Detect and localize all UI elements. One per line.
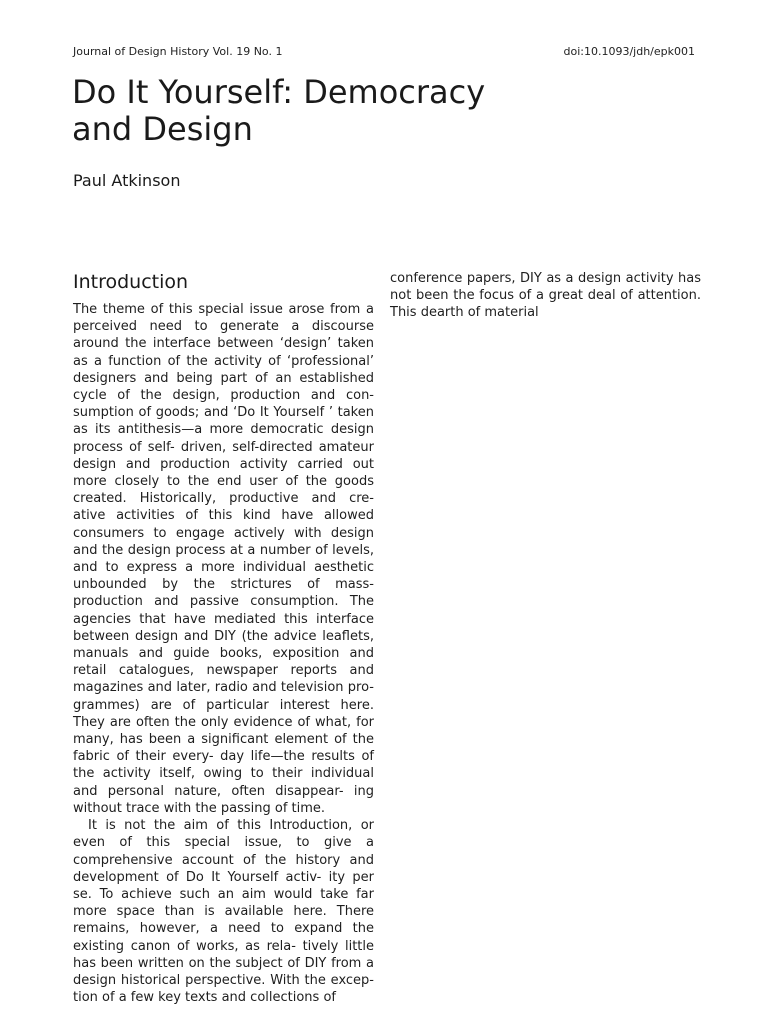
left-column	[73, 270, 374, 1006]
section-heading: Introduction	[73, 271, 189, 293]
body-paragraph: It is not the aim of this Introduction, or even of this special issue, to give a comprehensive account of the history and development of Do It Yourself activ- ity per se. To achieve such an aim would take far more space than is available here. There remains, however, a need to expand the existing canon of works, as rela- tively little has been written on the subject of DIY from a design historical perspective. With the excep- tion of a few key texts and collections of	[73, 818, 374, 1006]
article-title: Do It Yourself: Democracy and Design	[72, 73, 486, 148]
journal-citation: Journal of Design History Vol. 19 No. 1	[73, 45, 283, 58]
body-paragraph: conference papers, DIY as a design activity has not been the focus of a great deal of attention. This dearth of material	[390, 271, 701, 321]
body-paragraph: The theme of this special issue arose from a perceived need to generate a discourse around the interface between ‘design’ taken as a function of the activity of ‘professional’ designers and being part of an established cycle of the design, production and con- sumption of goods; and ‘Do It Yourself ’ taken as its antithesis—a more democratic design process of self- driven, self-directed amateur design and production activity carried out more closely to the end user of the goods created. Historically, productive and cre- ative activities of this kind have allowed consumers to engage actively with design and the design process at a number of levels, and to express a more individual aesthetic unbounded by the strictures of mass- production and passive consumption. The agencies that have mediated this interface between design and DIY (the advice leaflets, manuals and guide books, exposition and retail catalogues, newspaper reports and magazines and later, radio and television pro- grammes) are of particular interest here. They are often the only evidence of what, for many, has been a significant element of the fabric of their every- day life—the results of the activity itself, owing to their individual and personal nature, often disappear- ing without trace with the passing of time.	[73, 302, 374, 816]
right-column	[390, 270, 701, 322]
author-name: Paul Atkinson	[73, 171, 181, 190]
doi-identifier: doi:10.1093/jdh/epk001	[563, 45, 695, 58]
